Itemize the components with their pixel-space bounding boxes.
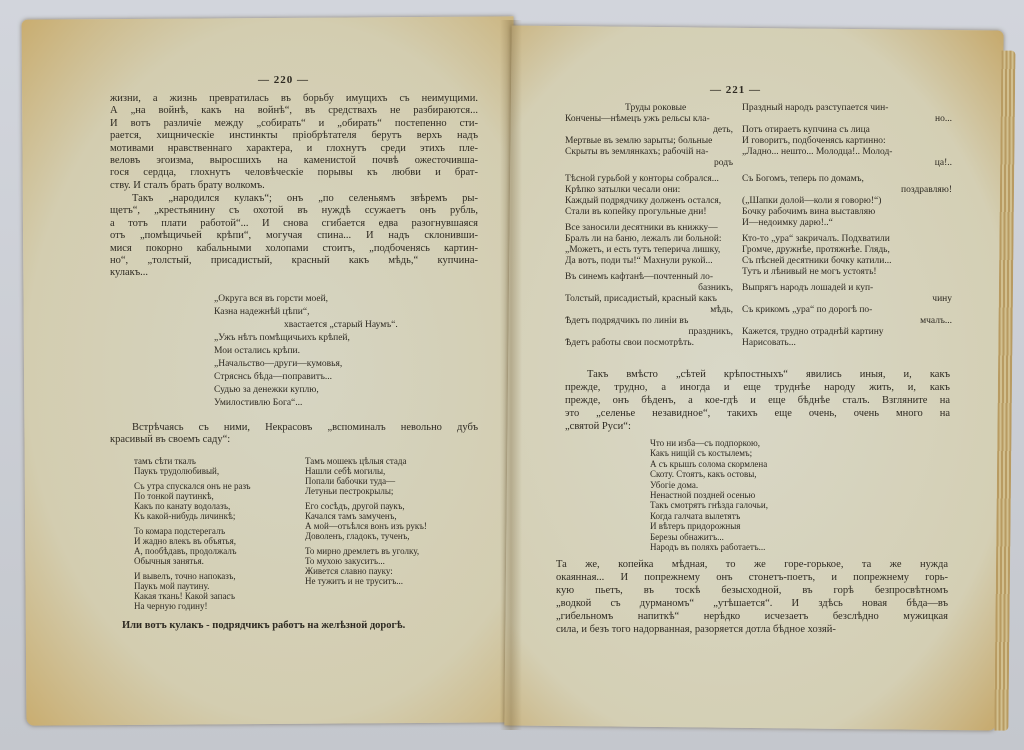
verse-line: праздникъ, bbox=[688, 327, 733, 337]
text-line: мися покорно кабальными холопами стоитъ, „подбоченясь картин- bbox=[110, 242, 478, 254]
verse-line: Летуньи пестрокрылы; bbox=[305, 486, 394, 496]
verse-line: чину bbox=[932, 294, 952, 304]
verse-line: Ненастной поздней осенью bbox=[650, 490, 756, 501]
verse-line: Что ни изба—съ подпоркою, bbox=[650, 438, 760, 448]
verse-line: ца!.. bbox=[934, 158, 952, 168]
verse-line: базникъ, bbox=[698, 283, 733, 293]
verse-line: Народъ въ поляхъ работаетъ... bbox=[650, 542, 766, 553]
verse-line: Тѣсной гурьбой у конторы собрался... bbox=[565, 174, 719, 184]
verse-line: мѣдь, bbox=[710, 305, 733, 315]
verse-line: А мой—отъѣлся вонъ изъ рукъ! bbox=[305, 521, 427, 531]
verse-line: Березы обнажитъ... bbox=[650, 531, 724, 542]
verse-line: И говоритъ, подбоченясь картинно: bbox=[742, 136, 886, 146]
text-line: щетъ“, „крестьянину съ охотой въ нуждѣ ссужаетъ онъ рубль, bbox=[110, 205, 478, 217]
verse-line: И—недоимку дарю!..“ bbox=[742, 218, 833, 228]
verse-line: поздравляю! bbox=[901, 185, 952, 195]
verse-line: Казна надежнѣй цѣпи“, bbox=[214, 307, 310, 317]
verse-line: Доволенъ, гладокъ, тученъ, bbox=[305, 531, 410, 541]
verse-line: Какъ нищій съ костылемъ; bbox=[650, 448, 753, 459]
verse-line: Нашли себѣ могилы, bbox=[305, 466, 386, 476]
verse-line: Скоту. Стоятъ, какъ остовы, bbox=[650, 469, 757, 480]
text-line: мотивами нравственнаго характера, и глохнутъ среди этихъ пле- bbox=[110, 142, 478, 154]
text-line: веловъ эгоизма, выросшихъ на каменистой почвѣ ожесточивша- bbox=[110, 155, 478, 167]
verse-line: Когда галчата вылетятъ bbox=[650, 510, 741, 521]
verse-line: „Ладно... нешто... Молодца!.. Молод- bbox=[742, 147, 893, 157]
verse-line: Ѣдетъ работы свои посмотрѣть. bbox=[565, 338, 695, 348]
verse-line: „Округа вся въ горсти моей, bbox=[214, 294, 329, 304]
verse-line: тамъ сѣти ткалъ bbox=[134, 456, 196, 466]
verse-line: Убогіе дома. bbox=[650, 479, 699, 490]
verse-line: мчалъ... bbox=[920, 316, 952, 326]
left-poem-2-col-1 bbox=[134, 456, 251, 611]
verse-line: И вывелъ, точно напоказъ, bbox=[134, 571, 236, 581]
right-paragraph-1 bbox=[565, 368, 950, 433]
verse-line: А, пообѣдавъ, продолжалъ bbox=[134, 546, 237, 556]
verse-line: Мои остались крѣпи. bbox=[214, 346, 301, 356]
text-line: кую пьетъ, въ тоскѣ безысходной, въ горѣ безпросвѣтномъ bbox=[556, 585, 948, 596]
verse-line: То мухою закуситъ... bbox=[305, 556, 385, 566]
text-line: „святой Руси“: bbox=[565, 421, 631, 432]
verse-line: Въ синемъ кафтанѣ—почтенный ло- bbox=[565, 272, 713, 282]
verse-line: Живется славно пауку: bbox=[305, 566, 393, 576]
text-line: но“, „толстый, присадистый, красный какъ мѣдь,“ купчина- bbox=[110, 255, 478, 267]
verse-line: Да вотъ, поди ты!“ Махнули рукой... bbox=[565, 256, 713, 266]
verse-line: Нарисовать... bbox=[742, 338, 796, 348]
verse-line: Выпрягъ народъ лошадей и куп- bbox=[742, 283, 874, 293]
verse-line: Какъ по канату водолазъ, bbox=[134, 501, 231, 511]
text-line: кулакъ... bbox=[110, 267, 149, 279]
verse-line: Не тужитъ и не труситъ... bbox=[305, 576, 404, 586]
text-line: гося сердца, глохнутъ человѣческіе порывы къ любви и брат- bbox=[110, 167, 478, 179]
text-line: отъ „помѣщичьей крѣпи“, могучая спина... И надъ склонивши- bbox=[110, 230, 478, 242]
verse-line: Стали въ копейку прогульные дни! bbox=[565, 207, 707, 217]
verse-line: „Начальство—други—кумовья, bbox=[214, 359, 343, 369]
text-line: жизни, а жизнь превратилась въ борьбу имущихъ съ неимущими. bbox=[110, 93, 478, 104]
verse-line: Скрыты въ землянкахъ; рабочій на- bbox=[565, 147, 709, 157]
verse-line: Тамъ мошекъ цѣлыя стада bbox=[305, 456, 407, 466]
page-number-left: — 220 — bbox=[258, 74, 309, 86]
text-line: ству. И сталъ брать брату волкомъ. bbox=[110, 179, 265, 191]
page-number-right: — 221 — bbox=[710, 84, 761, 96]
left-paragraph-4: Или вотъ кулакъ - подрядчикъ работъ на желѣзной дорогѣ. bbox=[122, 620, 406, 631]
verse-line: Громче, дружнѣе, протяжнѣе. Глядь, bbox=[742, 245, 890, 255]
text-line: „водкой съ дурманомъ“ „утѣшается“. И здѣсь новая бѣда—въ bbox=[556, 598, 948, 609]
text-line: рается, хищническіе инстинкты пріобрѣтателя берутъ верхъ надъ bbox=[110, 130, 478, 142]
verse-line: Судью за денежки куплю, bbox=[214, 385, 319, 395]
verse-line: Потъ отираетъ купчина съ лица bbox=[742, 125, 870, 135]
right-poem-1-col-1 bbox=[565, 103, 733, 349]
verse-line: Кажется, трудно отраднѣй картину bbox=[742, 327, 884, 337]
text-line: прежде, онъ бѣденъ, а кое-гдѣ и еще бѣднѣе сталъ. Взгляните на bbox=[565, 395, 950, 406]
verse-line: То мирно дремлетъ въ уголку, bbox=[305, 546, 420, 556]
verse-line: хвастается „старый Наумъ“. bbox=[284, 320, 398, 330]
verse-line: Ѣдетъ подрядчикъ по линіи въ bbox=[565, 316, 689, 326]
verse-line: Мертвые въ землю зарыты; больные bbox=[565, 136, 713, 146]
verse-line: родъ bbox=[714, 158, 733, 168]
verse-line: Кончены—нѣмецъ ужъ рельсы кла- bbox=[565, 114, 710, 124]
verse-line: Бралъ ли на баню, лежалъ ли больной: bbox=[565, 234, 722, 244]
text-line: прежде, трудно, а иногда и еще труднѣе народу жить, и, какъ bbox=[565, 382, 950, 393]
verse-line: Паукъ трудолюбивый, bbox=[134, 466, 220, 476]
left-paragraph-1 bbox=[110, 93, 478, 192]
right-poem-2 bbox=[650, 438, 768, 552]
verse-line: Бочку рабочимъ вина выставляю bbox=[742, 207, 876, 217]
verse-line: Толстый, присадистый, красный какъ bbox=[565, 294, 717, 304]
verse-line: Паукъ мой паутину. bbox=[134, 581, 210, 591]
verse-line: Качался тамъ замученъ, bbox=[305, 511, 397, 521]
verse-line: Такъ смотрятъ гнѣзда галочьи, bbox=[650, 500, 768, 511]
text-line: окаянная... И попрежнему онъ стонетъ-поетъ, и попрежнему горь- bbox=[556, 572, 948, 583]
verse-line: Съ Богомъ, теперь по домамъ, bbox=[742, 174, 864, 184]
verse-line: И вѣтеръ придорожныя bbox=[650, 521, 741, 532]
text-line: Такъ „народился кулакъ“; онъ „по селеньямъ звѣремъ ры- bbox=[132, 193, 478, 204]
verse-line: Попали бабочки туда— bbox=[305, 476, 396, 486]
book-gutter bbox=[500, 20, 522, 730]
right-poem-1-col-2 bbox=[742, 103, 952, 349]
text-line: а тотъ плати работой“... И снова сгибается едва разогнувшаяся bbox=[110, 217, 478, 229]
text-line: это „селенье незавидное“, такихъ еще очень, очень много на bbox=[565, 408, 950, 419]
verse-line: Къ какой-нибудь личинкѣ; bbox=[134, 511, 236, 521]
verse-line: Умилостивлю Бога“... bbox=[214, 398, 303, 408]
verse-line: „Ужъ нѣтъ помѣщичьихъ крѣпей, bbox=[214, 333, 350, 343]
verse-line: но... bbox=[935, 114, 952, 124]
verse-line: Каждый подрядчику долженъ остался, bbox=[565, 196, 722, 206]
verse-line: Обычныя занятья. bbox=[134, 556, 204, 566]
text-line: сила, и безъ того надорванная, разоряется дотла бѣдное хозяй- bbox=[556, 624, 836, 635]
text-line: А „на войнѣ, какъ на войнѣ“, въ средствахъ не разбираются... bbox=[110, 105, 478, 117]
verse-line: Труды роковые bbox=[625, 103, 687, 113]
verse-line: Все заносили десятники въ книжку— bbox=[565, 223, 718, 233]
text-line: И вотъ различіе между „собирать“ и „обирать“ постепенно сти- bbox=[110, 117, 478, 129]
right-paragraph-2 bbox=[556, 558, 948, 636]
text-line: „гибельномъ напиткѣ“ нерѣдко исчезаетъ безслѣдно мужицкая bbox=[556, 611, 948, 622]
verse-line: По тонкой паутинкѣ, bbox=[134, 491, 214, 501]
left-poem-1 bbox=[214, 293, 398, 410]
verse-line: Стряснсь бѣда—поправитъ... bbox=[214, 372, 333, 382]
verse-line: На черную годину! bbox=[134, 601, 208, 611]
verse-line: То комара подстерегалъ bbox=[134, 526, 226, 536]
verse-line: „Можетъ, и есть тутъ теперича лишку, bbox=[565, 245, 721, 255]
verse-line: Крѣпко затылки чесали они: bbox=[565, 185, 681, 195]
text-line: Встрѣчаясь съ ними, Некрасовъ „вспоминалъ невольно дубъ bbox=[132, 422, 478, 433]
verse-line: Какая ткань! Какой запасъ bbox=[134, 591, 236, 601]
verse-line: („Шапки долой—коли я говорю!“) bbox=[742, 196, 882, 206]
verse-line: Съ крикомъ „ура“ по дорогѣ по- bbox=[742, 305, 873, 315]
text-line: Та же, копейка мѣдная, то же горе-горькое, та же нужда bbox=[556, 559, 948, 570]
verse-line: деть, bbox=[713, 125, 733, 135]
text-line: Такъ вмѣсто „сѣтей крѣпостныхъ“ явились иныя, и, какъ bbox=[587, 369, 950, 380]
verse-line: И жадно влекъ въ объятья, bbox=[134, 536, 237, 546]
text-line: красивый въ своемъ саду“: bbox=[110, 434, 231, 446]
verse-line: Праздный народъ разступается чин- bbox=[742, 103, 889, 113]
left-paragraph-3 bbox=[110, 422, 478, 447]
verse-line: Кто-то „ура“ закричалъ. Подхватили bbox=[742, 234, 890, 244]
left-poem-2-col-2 bbox=[305, 456, 427, 586]
verse-line: Тутъ и лѣнивый не могъ устоять! bbox=[742, 267, 877, 277]
verse-line: Его сосѣдъ, другой паукъ, bbox=[305, 501, 405, 511]
verse-line: Съ утра спускался онъ не разъ bbox=[134, 481, 251, 491]
verse-line: Съ пѣсней десятники бочку катили... bbox=[742, 256, 892, 266]
verse-line: А съ крышъ солома скормлена bbox=[650, 458, 768, 469]
left-paragraph-2 bbox=[110, 193, 478, 280]
